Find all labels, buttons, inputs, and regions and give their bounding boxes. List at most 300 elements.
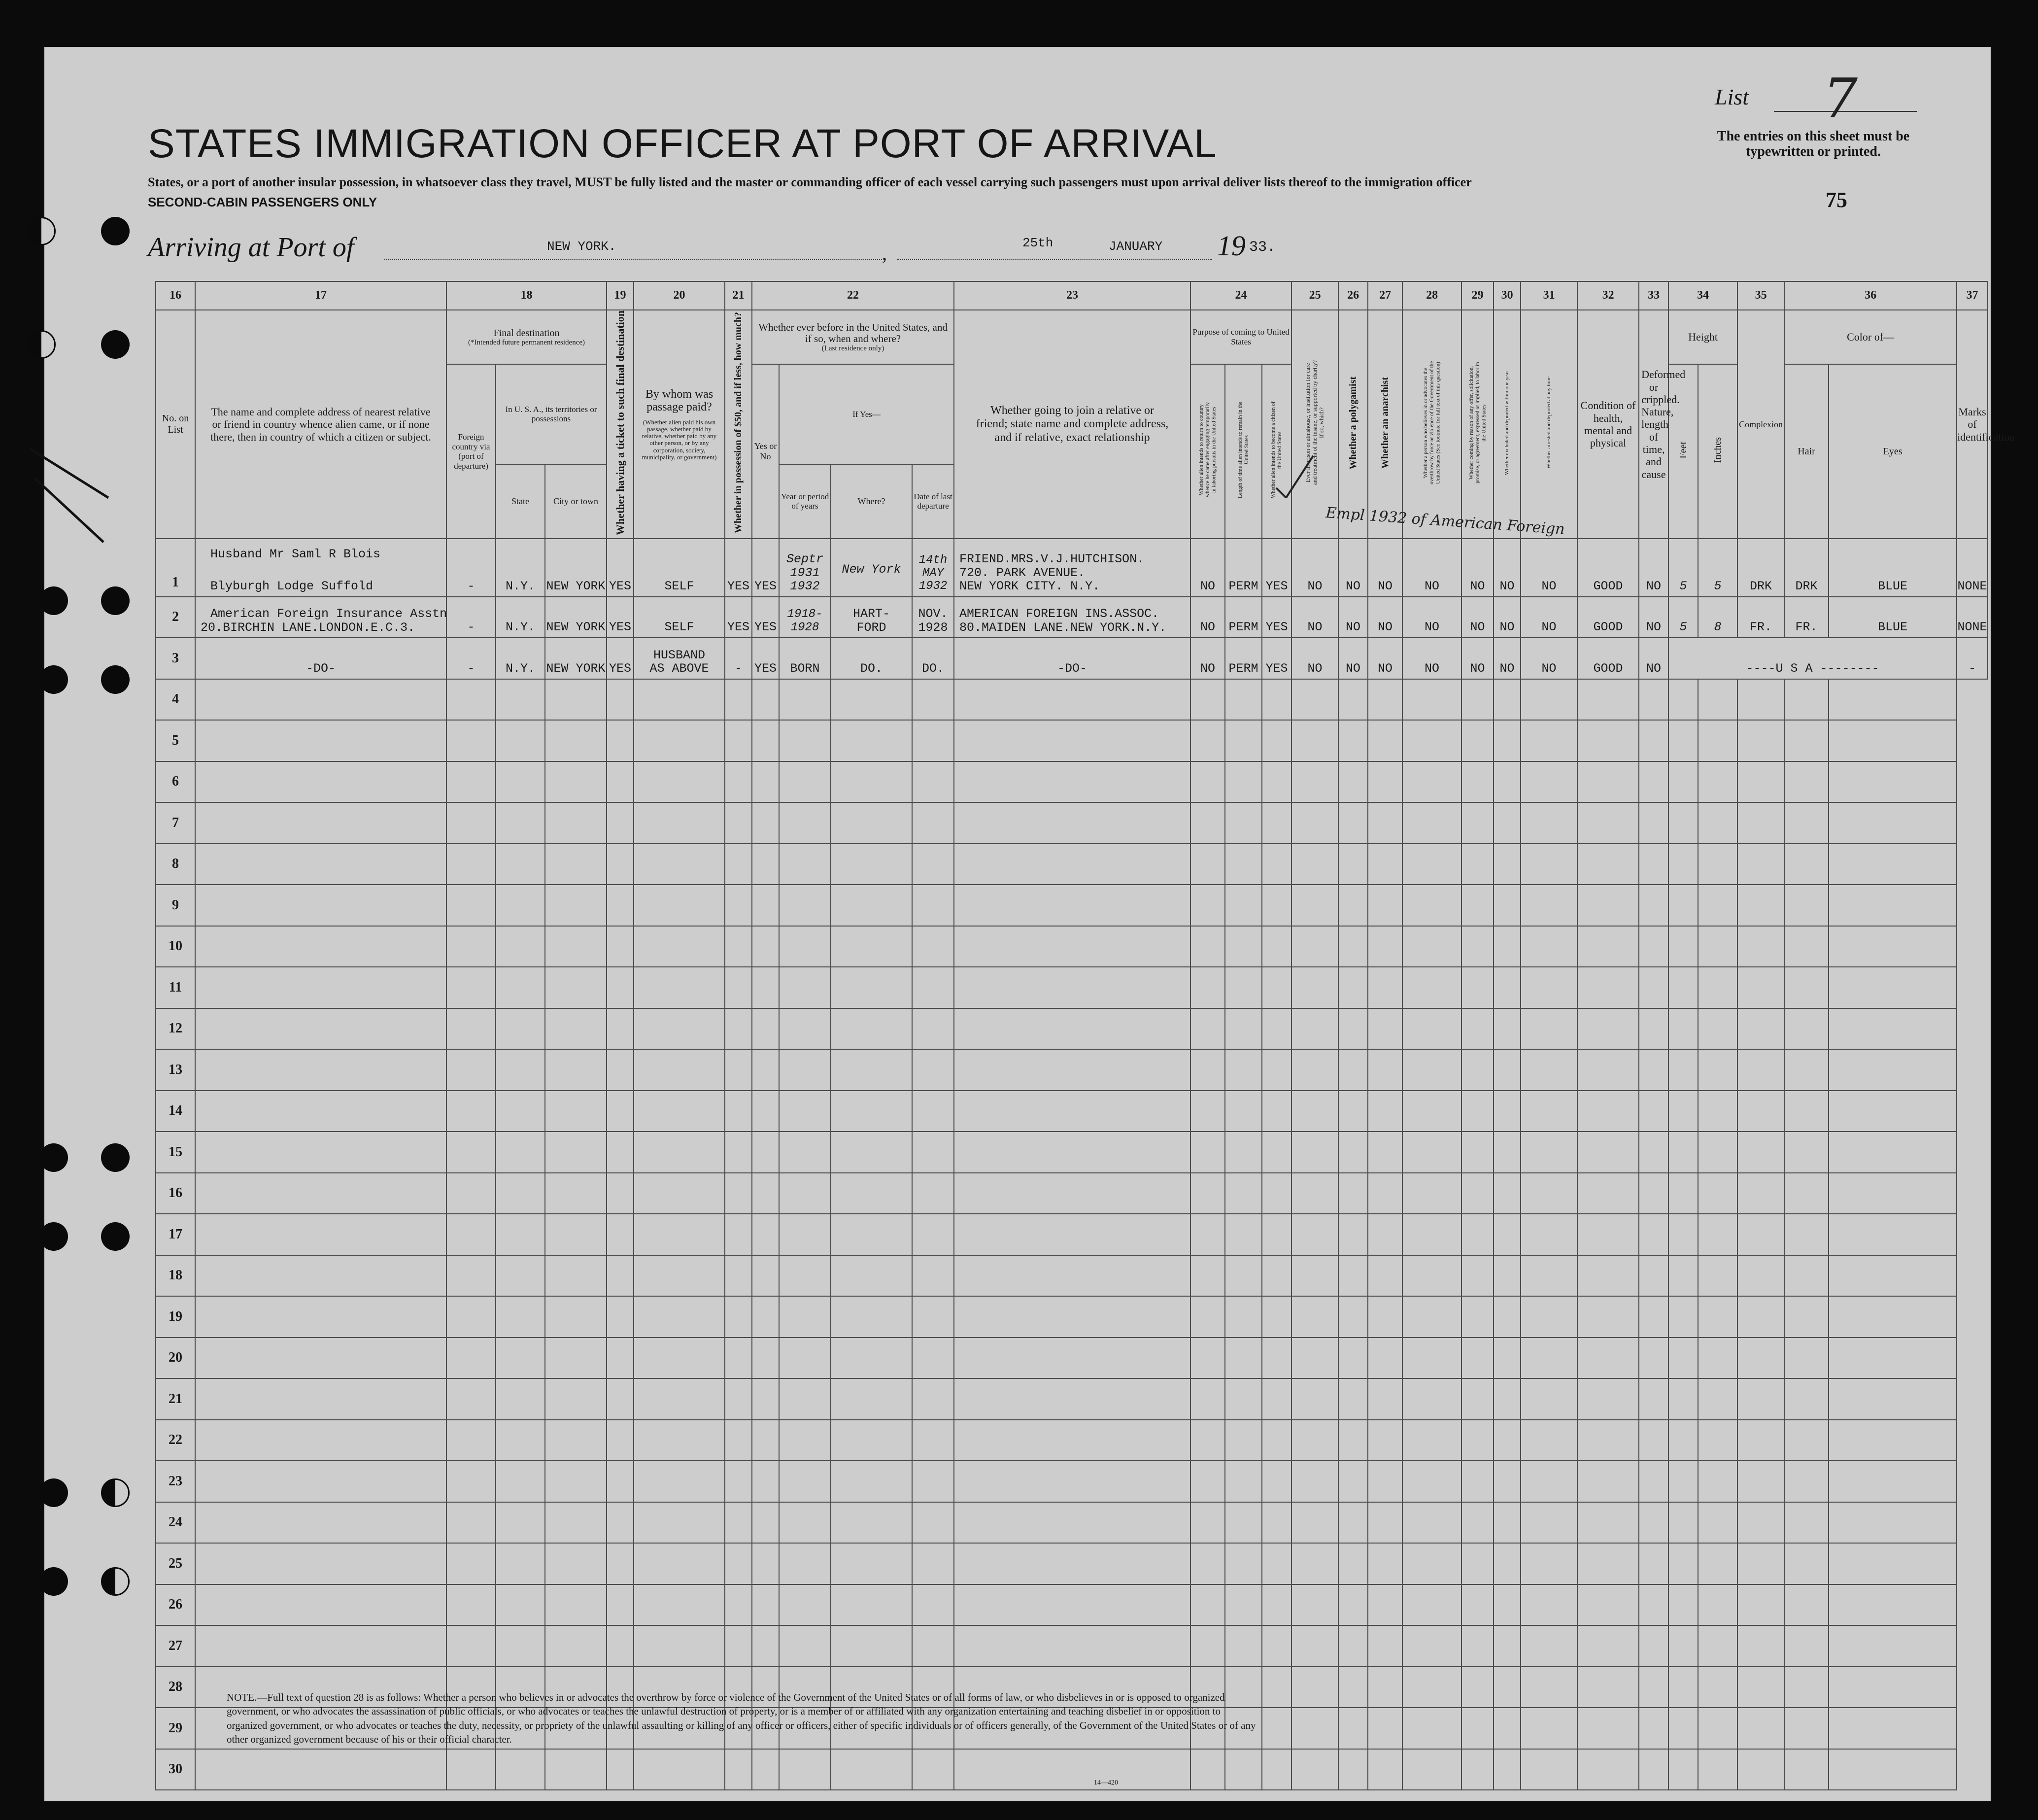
empty-cell — [1639, 761, 1668, 803]
empty-cell — [634, 1378, 725, 1420]
empty-cell — [1577, 1049, 1639, 1091]
empty-cell — [1494, 1749, 1521, 1790]
empty-cell — [1338, 1708, 1368, 1749]
relative-line: American Foreign Insurance Asstn — [210, 607, 447, 621]
empty-cell — [607, 967, 634, 1008]
empty-cell — [195, 1625, 446, 1667]
empty-cell — [912, 761, 954, 803]
binder-hole — [39, 1222, 68, 1251]
empty-cell — [1829, 1708, 1957, 1749]
empty-cell — [779, 1091, 831, 1132]
empty-cell — [912, 802, 954, 844]
state-cell: N.Y. — [496, 539, 545, 597]
empty-cell — [1494, 926, 1521, 967]
empty-cell — [1190, 926, 1225, 967]
citizen-cell: YES — [1262, 638, 1291, 679]
empty-cell — [496, 1008, 545, 1050]
empty-cell — [1190, 1338, 1225, 1379]
col-purpose: Purpose of coming to United States — [1190, 310, 1291, 364]
deformed-cell: NO — [1639, 597, 1668, 638]
empty-cell — [1698, 802, 1737, 844]
empty-cell — [1521, 1338, 1577, 1379]
empty-cell — [1461, 1091, 1494, 1132]
empty-cell — [1829, 844, 1957, 885]
empty-cell — [1668, 844, 1698, 885]
empty-cell — [1461, 1296, 1494, 1338]
check-stroke — [1276, 456, 1313, 498]
empty-cell — [1639, 885, 1668, 926]
empty-cell — [1338, 679, 1368, 721]
empty-cell — [607, 1378, 634, 1420]
empty-cell — [1225, 1625, 1262, 1667]
empty-cell — [634, 1214, 725, 1255]
empty-cell — [1225, 720, 1262, 761]
join-line: NEW YORK CITY. N.Y. — [959, 579, 1100, 594]
empty-cell — [1225, 761, 1262, 803]
empty-cell — [607, 1214, 634, 1255]
empty-cell — [1577, 1420, 1639, 1461]
health-cell: GOOD — [1577, 597, 1639, 638]
port-line — [384, 259, 882, 260]
empty-cell — [725, 1584, 752, 1626]
empty-cell — [545, 1132, 607, 1173]
empty-cell — [1291, 1049, 1338, 1091]
empty-cell — [1402, 1584, 1461, 1626]
empty-cell — [1668, 1296, 1698, 1338]
empty-cell — [1829, 1502, 1957, 1544]
empty-cell — [779, 1625, 831, 1667]
empty-cell — [1368, 1625, 1402, 1667]
empty-cell — [1262, 1173, 1291, 1214]
empty-cell — [607, 761, 634, 803]
feet-label: Feet — [1677, 441, 1689, 459]
empty-cell — [1368, 1008, 1402, 1050]
table-row — [156, 679, 1988, 721]
empty-cell — [1577, 761, 1639, 803]
empty-cell — [1521, 1255, 1577, 1297]
empty-cell — [912, 1173, 954, 1214]
empty-cell — [752, 679, 779, 721]
empty-cell — [725, 1502, 752, 1544]
empty-cell — [1338, 1420, 1368, 1461]
empty-cell — [1784, 1173, 1829, 1214]
empty-cell — [954, 1338, 1190, 1379]
empty-cell — [779, 1749, 831, 1790]
empty-cell — [1521, 926, 1577, 967]
empty-cell — [1368, 1338, 1402, 1379]
empty-cell — [1368, 1296, 1402, 1338]
empty-cell — [1698, 1378, 1737, 1420]
check-mark — [1271, 453, 1316, 498]
row-number: 7 — [156, 802, 195, 844]
empty-cell — [725, 1461, 752, 1502]
date-line: MAY — [922, 566, 944, 580]
prison-label: Ever in prison or almshouse, or institution for care and treatment of the insane, or supported by charity? If so, which? — [1304, 360, 1325, 485]
empty-cell — [1402, 1338, 1461, 1379]
empty-cell — [779, 1296, 831, 1338]
empty-cell — [545, 1625, 607, 1667]
empty-cell — [1494, 1502, 1521, 1544]
col-where: Where? — [831, 464, 912, 539]
col-usa: In U. S. A., its territories or possessions — [496, 364, 607, 464]
colnum-19: 19 — [607, 281, 634, 310]
empty-cell — [1639, 679, 1668, 721]
empty-cell — [912, 1008, 954, 1050]
empty-cell — [607, 1420, 634, 1461]
length-cell: PERM — [1225, 539, 1262, 597]
row-number: 10 — [156, 926, 195, 967]
empty-cell — [1784, 1667, 1829, 1708]
empty-cell — [1698, 1420, 1737, 1461]
binder-hole — [39, 665, 68, 694]
empty-cell — [446, 1173, 496, 1214]
empty-cell — [1784, 1296, 1829, 1338]
empty-cell — [1338, 1214, 1368, 1255]
empty-cell — [1262, 1420, 1291, 1461]
empty-cell — [752, 761, 779, 803]
table-row — [156, 967, 1988, 1008]
empty-cell — [725, 1132, 752, 1173]
city-cell: NEW YORK — [545, 638, 607, 679]
colnum-31: 31 — [1521, 281, 1577, 310]
empty-cell — [1262, 1091, 1291, 1132]
empty-cell — [1402, 761, 1461, 803]
colnum-29: 29 — [1461, 281, 1494, 310]
date-line: 1932 — [918, 580, 948, 593]
empty-cell — [1494, 802, 1521, 844]
offer-cell: NO — [1461, 539, 1494, 597]
empty-cell — [634, 1584, 725, 1626]
state-cell: N.Y. — [496, 597, 545, 638]
join-cell — [954, 539, 1190, 597]
empty-cell — [496, 1173, 545, 1214]
empty-cell — [1698, 1461, 1737, 1502]
empty-cell — [1461, 926, 1494, 967]
inches-cell: 8 — [1698, 597, 1737, 638]
empty-cell — [1291, 1420, 1338, 1461]
binder-hole — [101, 1222, 130, 1251]
col-money — [725, 310, 752, 539]
row-number: 1 — [156, 539, 195, 597]
empty-cell — [725, 1543, 752, 1584]
paid-by-cell: SELF — [634, 539, 725, 597]
empty-cell — [1262, 1667, 1291, 1708]
empty-cell — [545, 1338, 607, 1379]
empty-cell — [1577, 1132, 1639, 1173]
empty-cell — [545, 1502, 607, 1544]
pencil-stroke — [30, 448, 108, 498]
empty-cell — [954, 720, 1190, 761]
ticket-cell: YES — [607, 638, 634, 679]
empty-cell — [1829, 885, 1957, 926]
empty-cell — [1402, 1214, 1461, 1255]
empty-cell — [954, 761, 1190, 803]
empty-cell — [1338, 926, 1368, 967]
empty-cell — [1668, 1502, 1698, 1544]
empty-cell — [634, 926, 725, 967]
empty-cell — [1698, 1749, 1737, 1790]
col-state: State — [496, 464, 545, 539]
empty-cell — [607, 1625, 634, 1667]
empty-cell — [752, 1214, 779, 1255]
empty-cell — [195, 761, 446, 803]
empty-cell — [195, 720, 446, 761]
empty-cell — [1494, 1543, 1521, 1584]
empty-cell — [1668, 885, 1698, 926]
empty-cell — [1262, 1625, 1291, 1667]
colnum-16: 16 — [156, 281, 195, 310]
ever-before-label: Whether ever before in the United States, and if so, when and where? — [758, 321, 948, 344]
row-number: 21 — [156, 1378, 195, 1420]
binder-hole — [27, 217, 56, 245]
empty-cell — [954, 1214, 1190, 1255]
return-cell: NO — [1190, 597, 1225, 638]
empty-cell — [446, 1420, 496, 1461]
empty-cell — [1577, 1255, 1639, 1297]
empty-cell — [496, 679, 545, 721]
col-years: Year or period of years — [779, 464, 831, 539]
col-relative: The name and complete address of nearest relative or friend in country whence alien came, or if none there, then in country of which a citizen or subject. — [195, 310, 446, 539]
colnum-28: 28 — [1402, 281, 1461, 310]
empty-cell — [1190, 1420, 1225, 1461]
empty-cell — [954, 1502, 1190, 1544]
empty-cell — [779, 1378, 831, 1420]
table-row — [156, 802, 1988, 844]
empty-cell — [1521, 1214, 1577, 1255]
table-row — [156, 1049, 1988, 1091]
empty-cell — [779, 926, 831, 967]
empty-cell — [1698, 679, 1737, 721]
empty-cell — [779, 1255, 831, 1297]
prison-cell: NO — [1291, 597, 1338, 638]
empty-cell — [446, 1091, 496, 1132]
empty-cell — [1368, 802, 1402, 844]
empty-cell — [912, 1296, 954, 1338]
arrival-month: JANUARY — [1109, 239, 1163, 254]
empty-cell — [725, 1091, 752, 1132]
empty-cell — [1338, 1584, 1368, 1626]
col-no-on-list: No. on List — [156, 310, 195, 539]
empty-cell — [1291, 1502, 1338, 1544]
row-number: 20 — [156, 1338, 195, 1379]
empty-cell — [1262, 1584, 1291, 1626]
empty-cell — [1668, 1420, 1698, 1461]
empty-cell — [1639, 1543, 1668, 1584]
empty-cell — [496, 1214, 545, 1255]
empty-cell — [1494, 1667, 1521, 1708]
empty-cell — [1668, 1049, 1698, 1091]
table-row — [156, 1091, 1988, 1132]
empty-cell — [1737, 1214, 1784, 1255]
empty-cell — [1262, 967, 1291, 1008]
empty-cell — [1225, 802, 1262, 844]
empty-cell — [634, 802, 725, 844]
colnum-35: 35 — [1737, 281, 1784, 310]
empty-cell — [1698, 1049, 1737, 1091]
empty-cell — [1829, 1049, 1957, 1091]
empty-cell — [752, 1008, 779, 1050]
empty-cell — [1368, 761, 1402, 803]
empty-cell — [634, 1008, 725, 1050]
empty-cell — [725, 844, 752, 885]
empty-cell — [1737, 802, 1784, 844]
empty-cell — [545, 844, 607, 885]
empty-cell — [1639, 720, 1668, 761]
hair-cell: DRK — [1784, 539, 1829, 597]
overthrow-cell: NO — [1402, 597, 1461, 638]
empty-cell — [954, 1091, 1190, 1132]
empty-cell — [1577, 1008, 1639, 1050]
empty-cell — [1190, 1255, 1225, 1297]
empty-cell — [1262, 761, 1291, 803]
empty-cell — [1521, 1049, 1577, 1091]
empty-cell — [1829, 720, 1957, 761]
empty-cell — [779, 1214, 831, 1255]
empty-cell — [1698, 1214, 1737, 1255]
empty-cell — [1461, 679, 1494, 721]
empty-cell — [1577, 1378, 1639, 1420]
col-date-departure: Date of last departure — [912, 464, 954, 539]
empty-cell — [912, 1420, 954, 1461]
empty-cell — [1291, 1091, 1338, 1132]
empty-cell — [779, 1584, 831, 1626]
empty-cell — [634, 761, 725, 803]
city-cell: NEW YORK — [545, 539, 607, 597]
table-row — [156, 926, 1988, 967]
row-number: 17 — [156, 1214, 195, 1255]
row-number: 12 — [156, 1008, 195, 1050]
empty-cell — [607, 1049, 634, 1091]
empty-cell — [1262, 720, 1291, 761]
empty-cell — [1402, 1049, 1461, 1091]
empty-cell — [954, 1173, 1190, 1214]
paid-by-line: HUSBAND — [653, 648, 706, 662]
empty-cell — [545, 720, 607, 761]
empty-cell — [1402, 844, 1461, 885]
empty-cell — [496, 761, 545, 803]
empty-cell — [446, 1378, 496, 1420]
join-line: AMERICAN FOREIGN INS.ASSOC. — [959, 607, 1159, 621]
empty-cell — [1402, 1502, 1461, 1544]
length-cell: PERM — [1225, 638, 1262, 679]
empty-cell — [752, 1338, 779, 1379]
where-line: FORD — [856, 620, 886, 635]
empty-cell — [545, 1584, 607, 1626]
empty-cell — [752, 1049, 779, 1091]
empty-cell — [1225, 1049, 1262, 1091]
empty-cell — [779, 844, 831, 885]
empty-cell — [1577, 1625, 1639, 1667]
empty-cell — [634, 1296, 725, 1338]
row-number: 18 — [156, 1255, 195, 1297]
empty-cell — [1829, 1132, 1957, 1173]
feet-cell: 5 — [1668, 539, 1698, 597]
empty-cell — [1668, 679, 1698, 721]
empty-cell — [779, 761, 831, 803]
arrival-port: NEW YORK. — [547, 239, 616, 254]
empty-cell — [831, 1543, 912, 1584]
col-purpose-length — [1225, 364, 1262, 539]
empty-cell — [1829, 1584, 1957, 1626]
handwritten-note: Empl 1932 of American Foreign — [1325, 504, 1565, 538]
empty-cell — [1190, 1091, 1225, 1132]
empty-cell — [954, 885, 1190, 926]
polygamist-cell: NO — [1338, 539, 1368, 597]
date-cell — [912, 597, 954, 638]
empty-cell — [1521, 1173, 1577, 1214]
empty-cell — [1494, 1091, 1521, 1132]
colnum-37: 37 — [1957, 281, 1988, 310]
empty-cell — [545, 1214, 607, 1255]
empty-cell — [1225, 1461, 1262, 1502]
empty-cell — [1737, 1173, 1784, 1214]
empty-cell — [1402, 1132, 1461, 1173]
empty-cell — [1262, 1338, 1291, 1379]
empty-cell — [1262, 802, 1291, 844]
empty-cell — [1402, 885, 1461, 926]
return-cell: NO — [1190, 638, 1225, 679]
binder-hole — [27, 330, 56, 359]
money-cell: YES — [725, 597, 752, 638]
row-number: 24 — [156, 1502, 195, 1544]
empty-cell — [1639, 1049, 1668, 1091]
empty-cell — [1668, 1338, 1698, 1379]
empty-cell — [496, 1502, 545, 1544]
row-number: 2 — [156, 597, 195, 638]
empty-cell — [1291, 679, 1338, 721]
empty-cell — [954, 844, 1190, 885]
empty-cell — [1368, 1173, 1402, 1214]
empty-cell — [1829, 1543, 1957, 1584]
binder-hole — [101, 330, 130, 359]
empty-cell — [752, 1173, 779, 1214]
empty-cell — [1737, 679, 1784, 721]
date-line — [897, 259, 1212, 260]
relative-cell: -DO- — [195, 638, 446, 679]
comma: , — [882, 242, 887, 264]
passenger-class: SECOND-CABIN PASSENGERS ONLY — [148, 195, 377, 209]
citizen-cell: YES — [1262, 539, 1291, 597]
row-number: 28 — [156, 1667, 195, 1708]
empty-cell — [545, 1378, 607, 1420]
col-purpose-citizen — [1262, 364, 1291, 539]
col-final-destination — [446, 310, 607, 364]
empty-cell — [1521, 1584, 1577, 1626]
empty-cell — [1829, 1296, 1957, 1338]
empty-cell — [1521, 1008, 1577, 1050]
join-line: 80.MAIDEN LANE.NEW YORK.N.Y. — [959, 620, 1167, 635]
empty-cell — [446, 1543, 496, 1584]
empty-cell — [195, 1378, 446, 1420]
empty-cell — [1262, 1708, 1291, 1749]
empty-cell — [1639, 1173, 1668, 1214]
empty-cell — [1190, 1214, 1225, 1255]
colnum-33: 33 — [1639, 281, 1668, 310]
colnum-23: 23 — [954, 281, 1190, 310]
empty-cell — [912, 1214, 954, 1255]
empty-cell — [954, 1296, 1190, 1338]
empty-cell — [1521, 1132, 1577, 1173]
empty-cell — [1461, 1378, 1494, 1420]
empty-cell — [1784, 926, 1829, 967]
years-cell — [779, 539, 831, 597]
empty-cell — [1461, 1625, 1494, 1667]
empty-cell — [545, 967, 607, 1008]
empty-cell — [446, 967, 496, 1008]
col-health: Condition of health, mental and physical — [1577, 310, 1639, 539]
empty-cell — [195, 1214, 446, 1255]
list-label: List — [1715, 84, 1749, 109]
